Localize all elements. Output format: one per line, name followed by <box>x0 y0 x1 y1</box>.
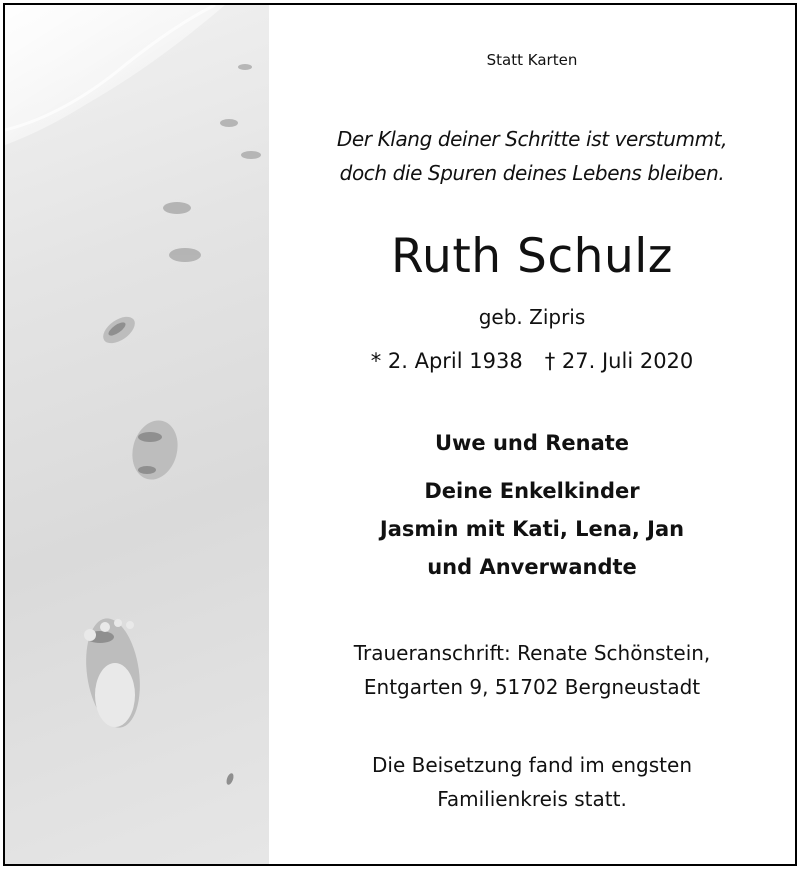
footprints-sand-photo <box>5 5 269 864</box>
family-line-1: Uwe und Renate <box>434 431 630 455</box>
family-line-4: und Anverwandte <box>427 555 637 579</box>
address-line-1: Traueranschrift: Renate Schönstein, <box>353 641 711 665</box>
quote-line-1: Der Klang deiner Schritte ist verstummt, <box>336 127 728 151</box>
maiden-name: geb. Zipris <box>478 305 586 329</box>
header-statt-karten: Statt Karten <box>486 51 578 69</box>
family-line-3: Jasmin mit Kati, Lena, Jan <box>379 517 685 541</box>
deceased-name: Ruth Schulz <box>391 229 673 284</box>
obituary-text <box>269 5 795 864</box>
death-date: † 27. Juli 2020 <box>544 349 694 373</box>
birth-date: * 2. April 1938 <box>370 349 523 373</box>
address-line-2: Entgarten 9, 51702 Bergneustadt <box>363 675 701 699</box>
burial-note-line-1: Die Beisetzung fand im engsten <box>371 753 692 777</box>
obituary-card <box>3 3 797 866</box>
quote-line-2: doch die Spuren deines Lebens bleiben. <box>339 161 725 185</box>
life-dates <box>269 349 795 373</box>
burial-note-line-2: Familienkreis statt. <box>437 787 627 811</box>
family-line-2: Deine Enkelkinder <box>424 479 640 503</box>
